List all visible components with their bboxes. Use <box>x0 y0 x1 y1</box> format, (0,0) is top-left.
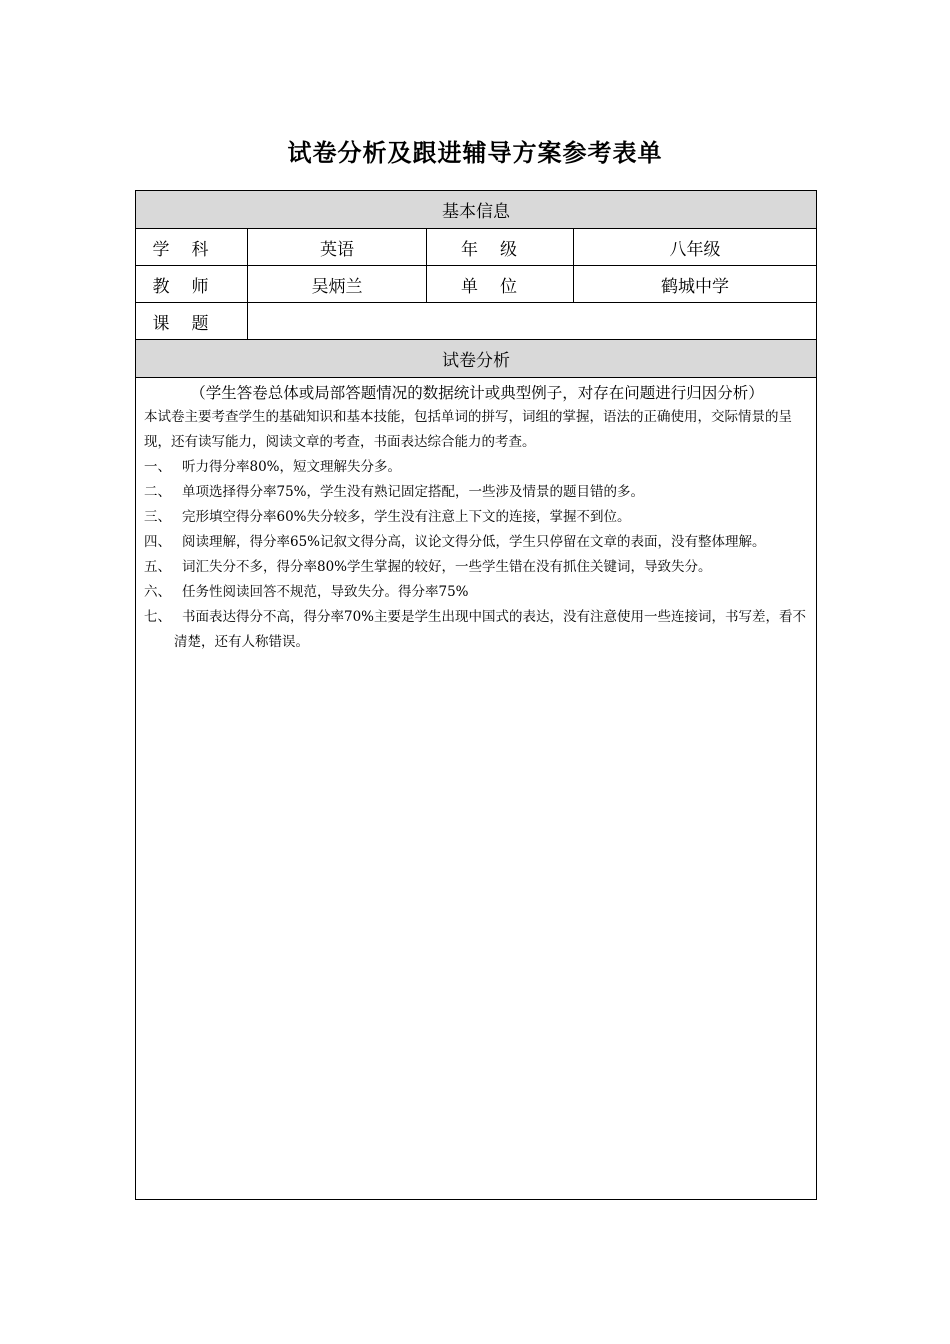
analysis-header-row <box>136 340 817 378</box>
list-item <box>144 505 810 530</box>
list-item <box>144 605 810 655</box>
list-item-text: 阅读理解，得分率65%记叙文得分高，议论文得分低，学生只停留在文章的表面，没有整体理解。 <box>182 534 766 550</box>
analysis-intro: 本试卷主要考查学生的基础知识和基本技能，包括单词的拼写，词组的掌握，语法的正确使用，交际情景的呈现，还有读写能力，阅读文章的考查，书面表达综合能力的考查。 <box>144 409 792 450</box>
subject-row <box>136 229 817 266</box>
subject-value[interactable]: 英语 <box>248 229 427 266</box>
list-item-number: 二、 <box>144 484 171 500</box>
grade-value[interactable]: 八年级 <box>574 229 817 266</box>
list-item-text: 书面表达得分不高，得分率70%主要是学生出现中国式的表达，没有注意使用一些连接词，书写差，看不清楚，还有人称错误。 <box>174 609 807 650</box>
list-item-number: 三、 <box>144 509 171 525</box>
analysis-list <box>144 455 810 655</box>
list-item-text: 听力得分率80%，短文理解失分多。 <box>182 459 402 475</box>
list-item-text: 单项选择得分率75%，学生没有熟记固定搭配，一些涉及情景的题目错的多。 <box>182 484 645 500</box>
unit-label: 单位 <box>427 266 574 303</box>
grade-label: 年级 <box>427 229 574 266</box>
list-item-text: 任务性阅读回答不规范，导致失分。得分率75% <box>182 584 469 600</box>
analysis-note: （学生答卷总体或局部答题情况的数据统计或典型例子，对存在问题进行归因分析） <box>190 384 764 402</box>
list-item-text: 完形填空得分率60%失分较多，学生没有注意上下文的连接，掌握不到位。 <box>182 509 631 525</box>
list-item-number: 一、 <box>144 459 171 475</box>
page-title: 试卷分析及跟进辅导方案参考表单 <box>287 139 663 167</box>
teacher-row <box>136 266 817 303</box>
teacher-label: 教师 <box>136 266 248 303</box>
basic-info-header: 基本信息 <box>136 191 817 229</box>
list-item <box>144 580 810 605</box>
topic-label: 课题 <box>136 303 248 340</box>
topic-value[interactable] <box>248 303 817 340</box>
list-item <box>144 455 810 480</box>
teacher-value[interactable]: 吴炳兰 <box>248 266 427 303</box>
analysis-row <box>136 378 817 1200</box>
form-table <box>135 190 817 1200</box>
list-item-text: 词汇失分不多，得分率80%学生掌握的较好，一些学生错在没有抓住关键词，导致失分。 <box>182 559 712 575</box>
list-item-number: 七、 <box>144 609 171 625</box>
unit-value[interactable]: 鹤城中学 <box>574 266 817 303</box>
basic-info-header-row <box>136 191 817 229</box>
subject-label: 学科 <box>136 229 248 266</box>
list-item <box>144 480 810 505</box>
list-item <box>144 530 810 555</box>
list-item-number: 六、 <box>144 584 171 600</box>
list-item <box>144 555 810 580</box>
list-item-number: 四、 <box>144 534 171 550</box>
analysis-content[interactable] <box>136 378 817 1200</box>
list-item-number: 五、 <box>144 559 171 575</box>
analysis-header: 试卷分析 <box>136 340 817 378</box>
topic-row <box>136 303 817 340</box>
